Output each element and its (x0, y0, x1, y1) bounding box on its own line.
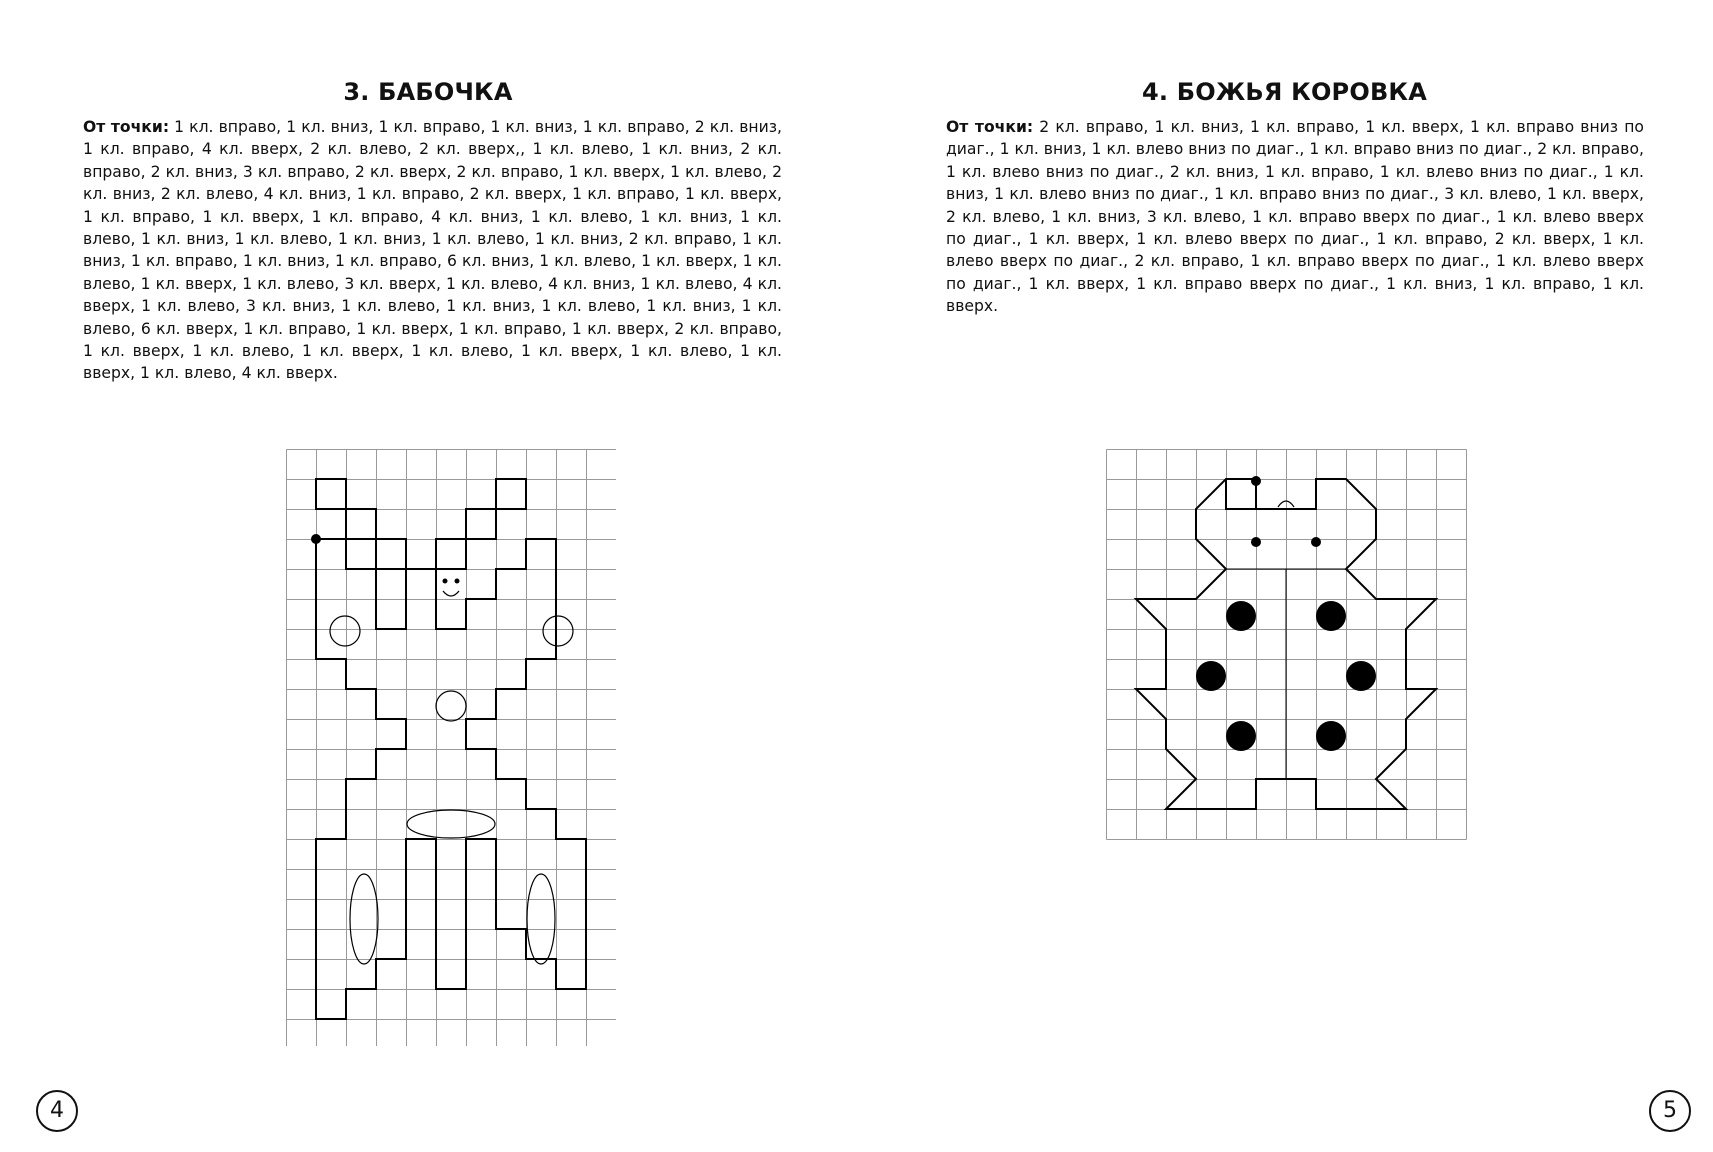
spot-bottom-right (1316, 721, 1346, 751)
ladybug-title: 4. БОЖЬЯ КОРОВКА (1141, 78, 1428, 106)
from-point-label: От точки: (83, 118, 170, 136)
lower-wing-spot-right (527, 874, 555, 964)
page-number-5: 5 (1649, 1090, 1691, 1132)
from-point-label: От точки: (946, 118, 1034, 136)
lower-wing-spot-left (350, 874, 378, 964)
smile (443, 591, 459, 596)
spot-bottom-left (1226, 721, 1256, 751)
page-number-4: 4 (36, 1090, 78, 1132)
eye-left (1251, 537, 1261, 547)
butterfly-title: 3. БАБОЧКА (343, 78, 513, 106)
spot-mid-left (1196, 661, 1226, 691)
ladybug-instructions-text: 2 кл. вправо, 1 кл. вниз, 1 кл. вправо, 1 кл. вверх, 1 кл. вправо вниз по диаг., 1 кл. вниз, 1 кл. влево вниз по диаг., 1 кл. вправо вниз по диаг., 2 кл. вправо, 1 кл. влево вниз по диаг., 2 кл. вниз, 1 кл. вправо, 1 кл. влево вниз по диаг., 1 кл. вниз, 1 кл. влево вниз по диаг., 1 кл. вправо вниз по диаг., 3 кл. влево, 1 кл. вверх, 2 кл. влево, 1 кл. вниз, 3 кл. влево, 1 кл. вправо вверх по диаг., 1 кл. влево вверх по диаг., 1 кл. вверх, 1 кл. влево вверх по диаг., 1 кл. вправо, 2 кл. вверх, 1 кл. влево вверх по диаг., 2 кл. вправо, 1 кл. вправо вверх по диаг., 1 кл. влево вверх по диаг., 1 кл. вверх, 1 кл. вправо вверх по диаг., 1 кл. вниз, 1 кл. вправо, 1 кл. вверх. (946, 118, 1644, 316)
butterfly-grid (286, 449, 616, 1046)
right-page (856, 0, 1713, 1152)
spot-top-right (1316, 601, 1346, 631)
spot-mid-right (1346, 661, 1376, 691)
ladybug-grid (1106, 449, 1468, 841)
wing-spot-left (330, 616, 360, 646)
ladybug-instructions (946, 116, 1644, 318)
start-dot (1251, 476, 1261, 486)
wing-spot-right (543, 616, 573, 646)
spot-top-left (1226, 601, 1256, 631)
butterfly-instructions (83, 116, 782, 385)
body-oval (407, 810, 495, 838)
start-dot (311, 534, 321, 544)
body-spot (436, 691, 466, 721)
eye-right (455, 579, 460, 584)
eye-left (443, 579, 448, 584)
left-page (0, 0, 856, 1152)
butterfly-instructions-text: 1 кл. вправо, 1 кл. вниз, 1 кл. вправо, 1 кл. вниз, 1 кл. вправо, 2 кл. вниз, 1 кл. вправо, 4 кл. вверх, 2 кл. влево, 2 кл. вверх,, 1 кл. влево, 1 кл. вниз, 2 кл. вправо, 2 кл. вниз, 3 кл. вправо, 2 кл. вверх, 2 кл. вправо, 1 кл. вверх, 1 кл. влево, 2 кл. вниз, 2 кл. влево, 4 кл. вниз, 1 кл. вправо, 2 кл. вверх, 1 кл. вправо, 1 кл. вверх, 1 кл. вправо, 1 кл. вверх, 1 кл. вправо, 4 кл. вниз, 1 кл. влево, 1 кл. вниз, 1 кл. влево, 1 кл. вниз, 1 кл. влево, 1 кл. вниз, 1 кл. влево, 1 кл. вниз, 2 кл. вправо, 1 кл. вниз, 1 кл. вправо, 1 кл. вниз, 1 кл. вправо, 6 кл. вниз, 1 кл. влево, 1 кл. вверх, 1 кл. влево, 1 кл. вверх, 1 кл. влево, 3 кл. вверх, 1 кл. влево, 4 кл. вниз, 1 кл. влево, 4 кл. вверх, 1 кл. влево, 3 кл. вниз, 1 кл. влево, 1 кл. вниз, 1 кл. влево, 1 кл. вниз, 1 кл. влево, 6 кл. вверх, 1 кл. вправо, 1 кл. вверх, 1 кл. вправо, 1 кл. вверх, 2 кл. вправо, 1 кл. вверх, 1 кл. влево, 1 кл. вверх, 1 кл. влево, 1 кл. вверх, 1 кл. влево, 1 кл. вверх, 1 кл. влево, 4 кл. вверх. (83, 118, 782, 383)
eye-right (1311, 537, 1321, 547)
